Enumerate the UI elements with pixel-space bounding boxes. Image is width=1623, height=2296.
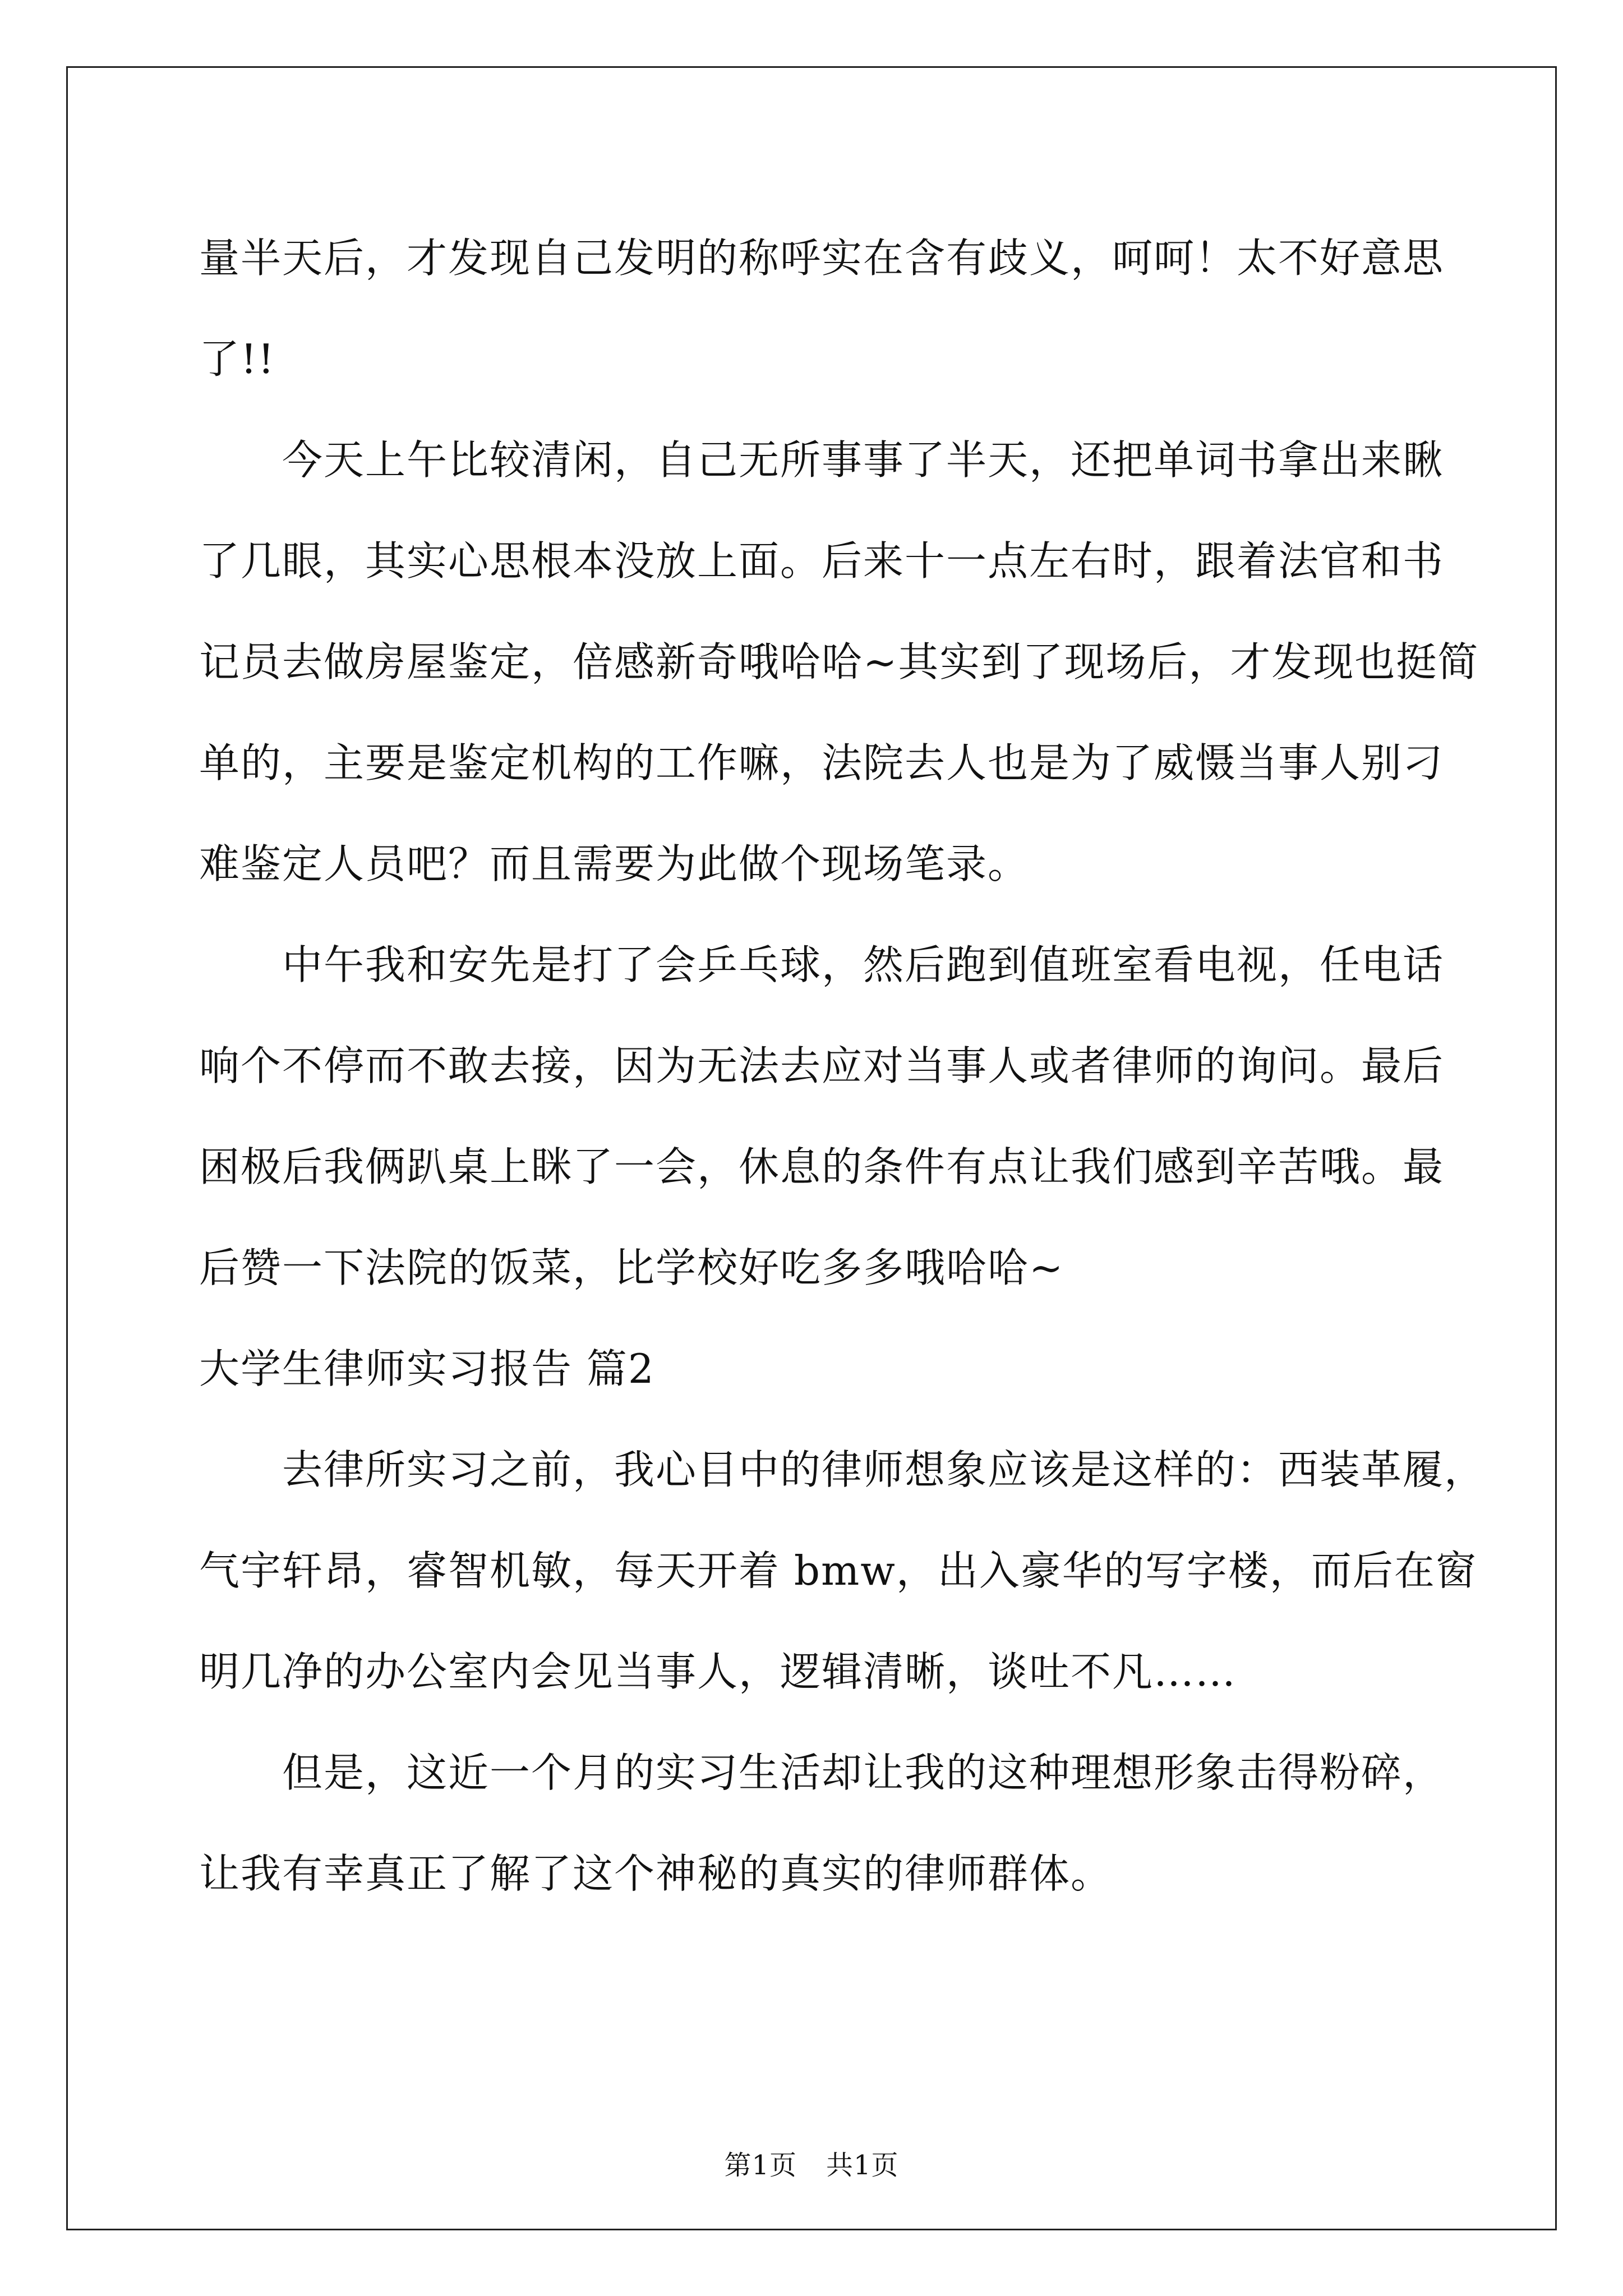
text-line: 了!! <box>199 335 275 383</box>
page-footer <box>0 2148 1623 2182</box>
text-line: 响个不停而不敢去接，因为无法去应对当事人或者律师的询问。最后 <box>199 1042 1445 1089</box>
page-number: 第1页 <box>724 2150 797 2181</box>
document-body <box>199 208 1486 1924</box>
text-line: 后赞一下法院的饭菜，比学校好吃多多哦哈哈~ <box>199 1244 1064 1291</box>
section-heading: 大学生律师实习报告 篇2 <box>199 1345 655 1392</box>
text-line: 让我有幸真正了解了这个神秘的真实的律师群体。 <box>199 1850 1113 1897</box>
paragraph-start-line: 但是，这近一个月的实习生活却让我的这种理想形象击得粉碎， <box>282 1749 1445 1796</box>
text-line: 了几眼，其实心思根本没放上面。后来十一点左右时，跟着法官和书 <box>199 537 1445 585</box>
text-line: 难鉴定人员吧？而且需要为此做个现场笔录。 <box>199 840 1030 887</box>
paragraph-start-line: 中午我和安先是打了会乒乓球，然后跑到值班室看电视，任电话 <box>282 941 1445 988</box>
text-line: 单的，主要是鉴定机构的工作嘛，法院去人也是为了威慑当事人别刁 <box>199 739 1445 786</box>
text-line: 记员去做房屋鉴定，倍感新奇哦哈哈~其实到了现场后，才发现也挺简 <box>199 638 1479 685</box>
text-line: 困极后我俩趴桌上眯了一会，休息的条件有点让我们感到辛苦哦。最 <box>199 1143 1445 1190</box>
text-line: 明几净的办公室内会见当事人，逻辑清晰，谈吐不凡…… <box>199 1648 1237 1695</box>
paragraph-start-line: 去律所实习之前，我心目中的律师想象应该是这样的：西装革履， <box>282 1446 1486 1493</box>
page-total: 共1页 <box>826 2150 899 2181</box>
text-line: 气宇轩昂，睿智机敏，每天开着 bmw，出入豪华的写字楼，而后在窗 <box>199 1547 1477 1594</box>
text-line: 量半天后，才发现自己发明的称呼实在含有歧义，呵呵！太不好意思 <box>199 234 1445 282</box>
paragraph-start-line: 今天上午比较清闲，自己无所事事了半天，还把单词书拿出来瞅 <box>282 436 1445 484</box>
